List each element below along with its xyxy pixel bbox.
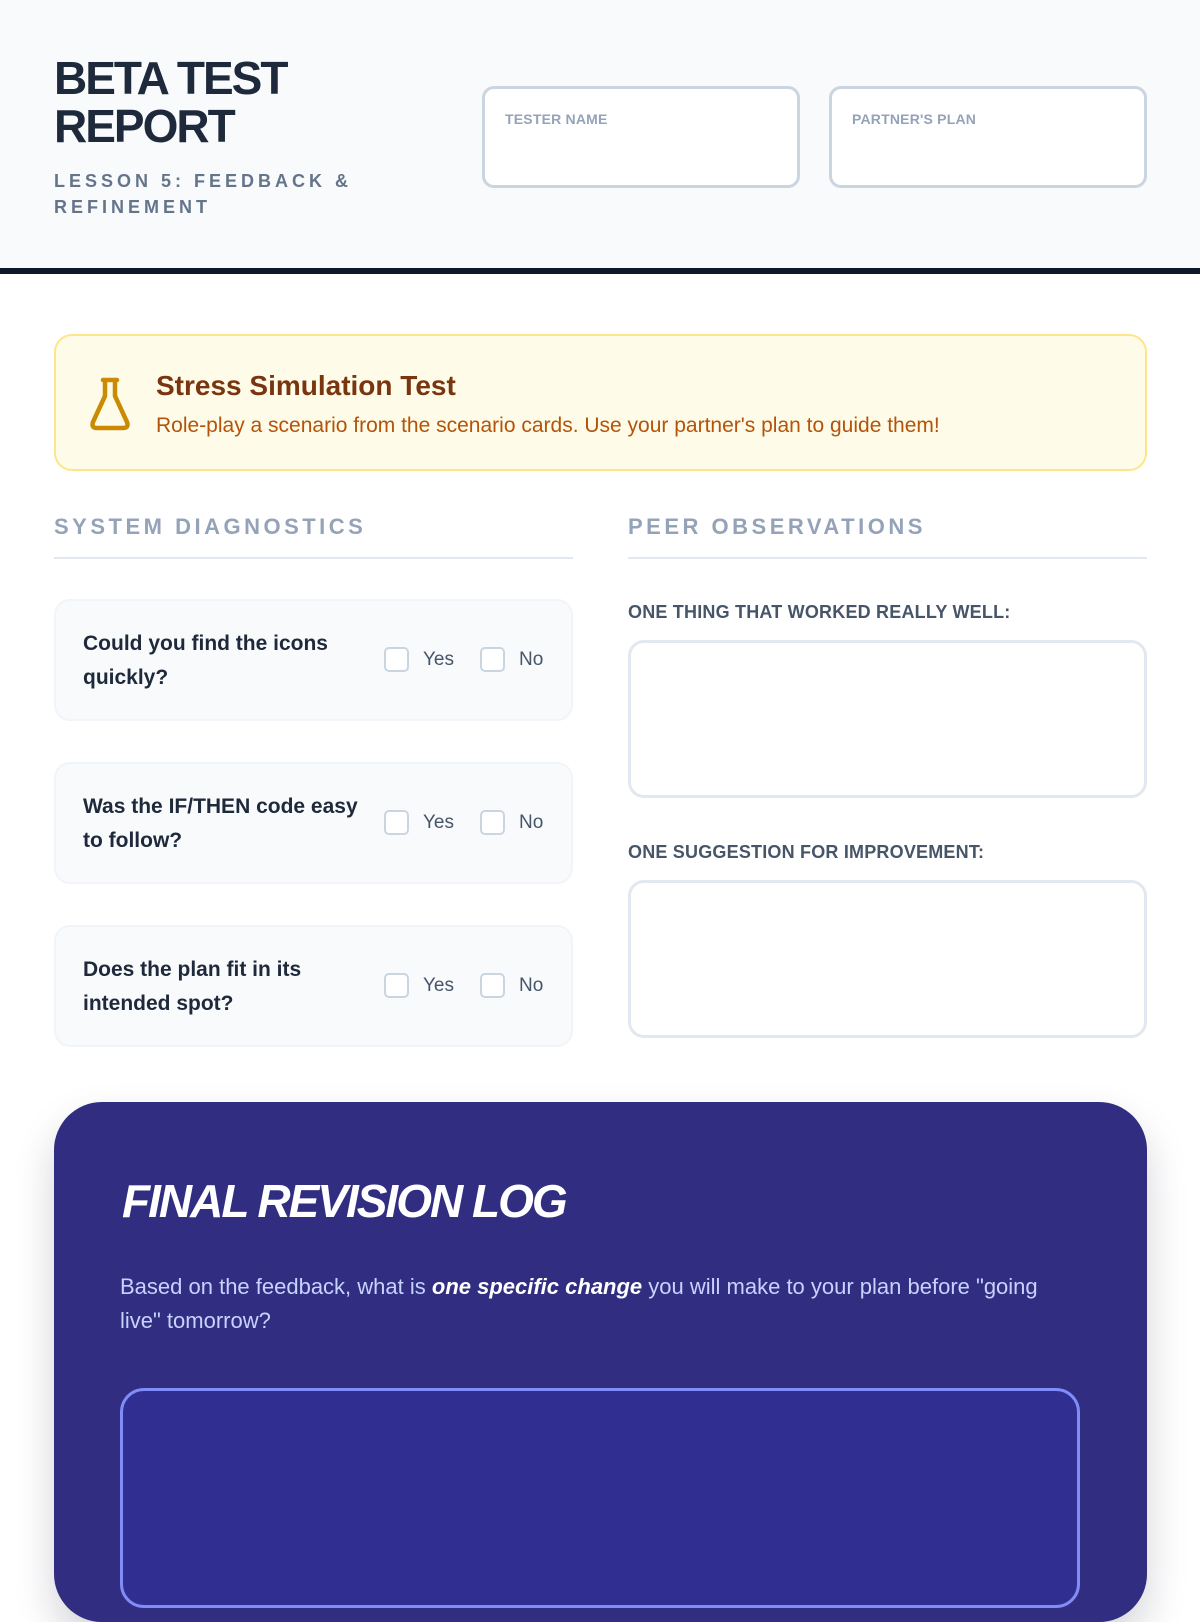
diagnostics-heading: SYSTEM DIAGNOSTICS [54, 514, 367, 539]
yes-checkbox[interactable] [384, 973, 409, 998]
worked-well-field[interactable] [628, 640, 1147, 798]
yes-option[interactable] [384, 973, 454, 998]
observations-divider [628, 557, 1147, 559]
question-text: Could you find the icons quickly? [83, 632, 328, 689]
suggestion-label: ONE SUGGESTION FOR IMPROVEMENT: [628, 842, 985, 862]
tester-name-field[interactable] [482, 86, 800, 188]
final-revision-field[interactable] [120, 1388, 1080, 1608]
no-checkbox[interactable] [480, 647, 505, 672]
partners-plan-label: PARTNER'S PLAN [852, 111, 977, 127]
suggestion-field[interactable] [628, 880, 1147, 1038]
final-revision-panel [54, 1102, 1147, 1622]
no-label: No [519, 811, 544, 833]
callout-text: Role-play a scenario from the scenario cards. Use your partner's plan to guide them! [156, 414, 940, 437]
no-label: No [519, 974, 544, 996]
diagnostic-question-card [54, 925, 573, 1047]
no-label: No [519, 648, 544, 670]
yes-label: Yes [423, 648, 454, 670]
page-title: BETA TEST REPORT [54, 52, 287, 152]
observations-heading: PEER OBSERVATIONS [628, 514, 926, 539]
diagnostic-question-card [54, 762, 573, 884]
no-checkbox[interactable] [480, 810, 505, 835]
page-subtitle: LESSON 5: FEEDBACK & REFINEMENT [54, 171, 353, 217]
prompt-emphasis: one specific change [431, 1274, 643, 1299]
no-checkbox[interactable] [480, 973, 505, 998]
final-revision-prompt [120, 1270, 1040, 1338]
yes-checkbox[interactable] [384, 810, 409, 835]
yes-option[interactable] [384, 647, 454, 672]
flask-icon [88, 376, 132, 432]
diagnostics-divider [54, 557, 573, 559]
question-text: Does the plan fit in its intended spot? [83, 958, 302, 1015]
no-option[interactable] [480, 973, 543, 998]
question-text: Was the IF/THEN code easy to follow? [83, 795, 358, 852]
stress-test-callout [54, 334, 1147, 471]
tester-name-label: TESTER NAME [505, 111, 608, 127]
prompt-end: you will make to your plan before "going live" tomorrow? [120, 1274, 1038, 1333]
diagnostic-question-card [54, 599, 573, 721]
partners-plan-field[interactable] [829, 86, 1147, 188]
yes-label: Yes [423, 811, 454, 833]
worked-well-label: ONE THING THAT WORKED REALLY WELL: [628, 602, 1011, 622]
no-option[interactable] [480, 647, 543, 672]
report-header [0, 0, 1200, 274]
prompt-start: Based on the feedback, what is [120, 1274, 432, 1299]
callout-title: Stress Simulation Test [156, 370, 456, 401]
yes-checkbox[interactable] [384, 647, 409, 672]
final-revision-title: FINAL REVISION LOG [122, 1175, 566, 1227]
yes-label: Yes [423, 974, 454, 996]
yes-option[interactable] [384, 810, 454, 835]
no-option[interactable] [480, 810, 543, 835]
